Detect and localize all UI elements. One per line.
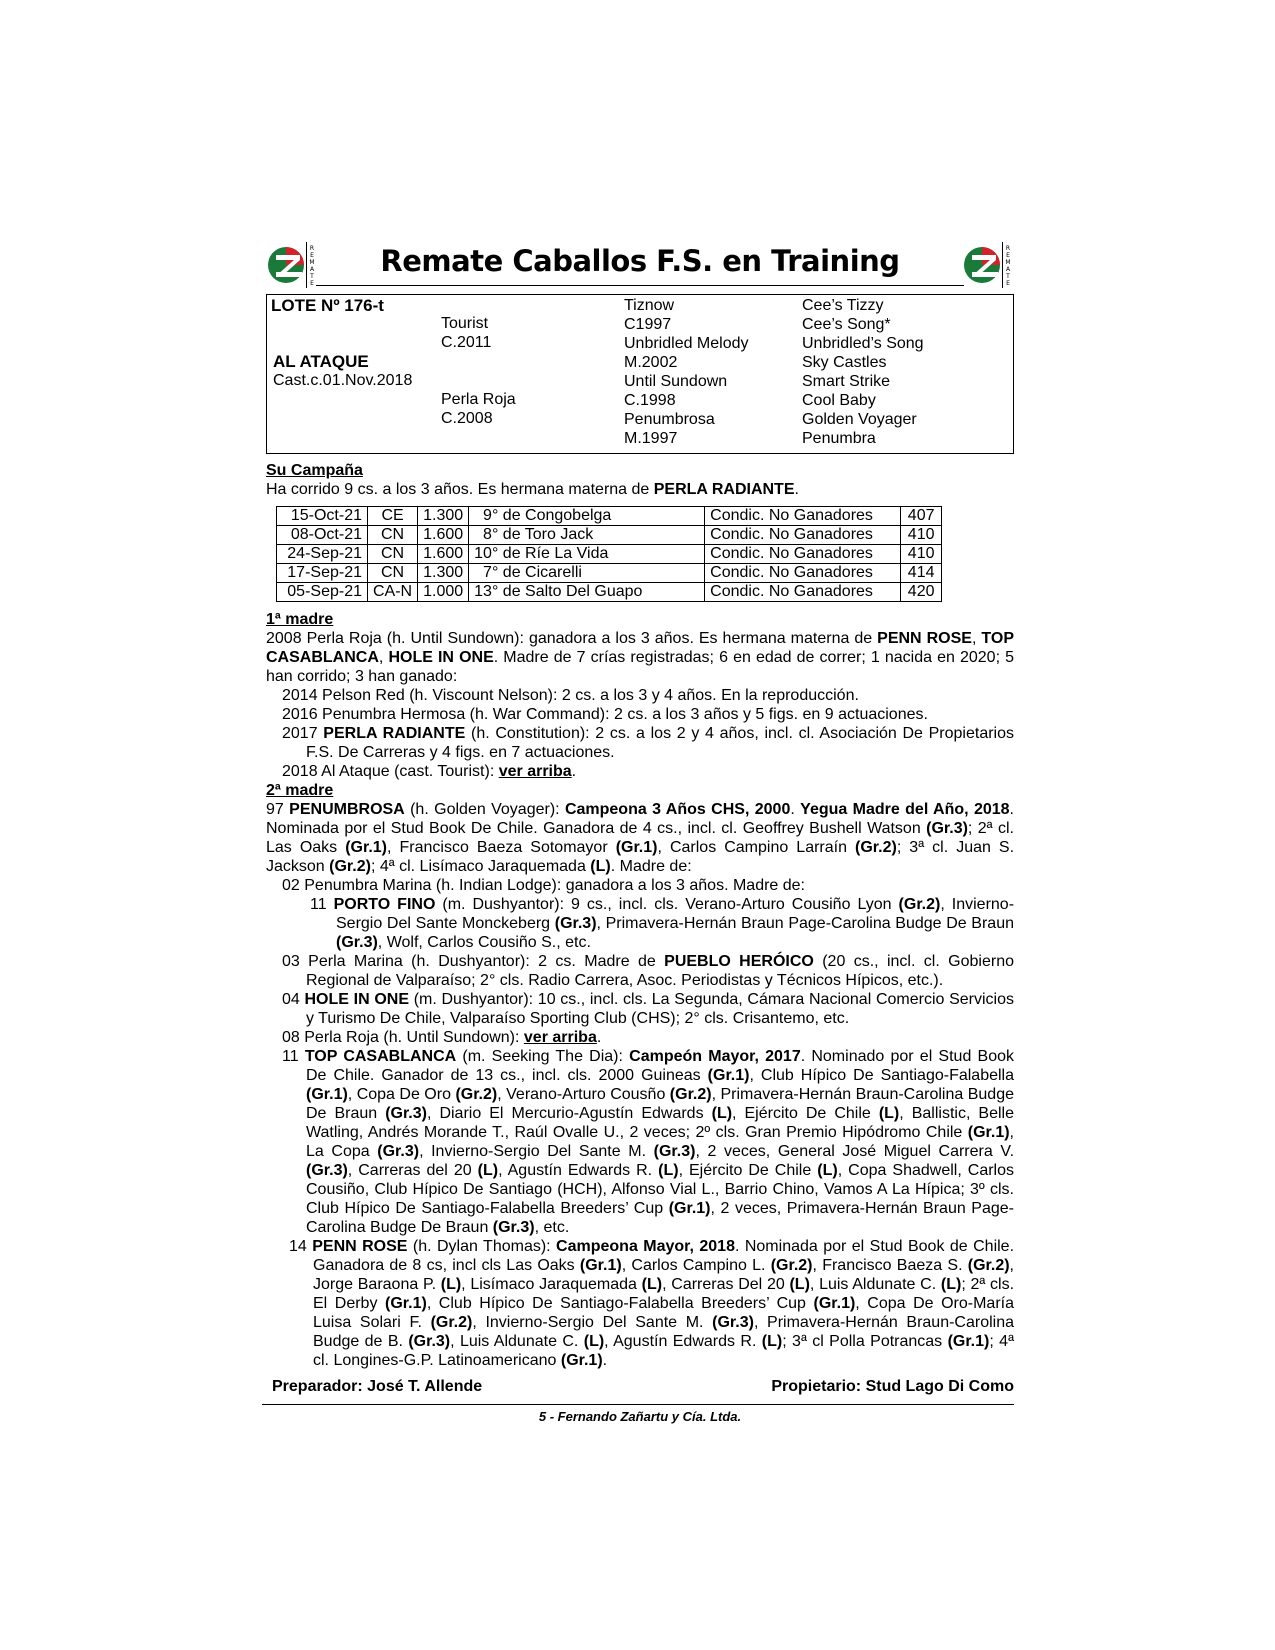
header [266, 240, 1014, 292]
offspring-item: 04 HOLE IN ONE (m. Dushyantor): 10 cs., incl. cls. La Segunda, Cámara Nacional Comercio Servicios y Turismo De Chile, Valparaíso Sporting Club (CHS); 2° cls. Crisantemo, etc. [282, 991, 1015, 1027]
offspring-item-penn-rose: 14 PENN ROSE (h. Dylan Thomas): Campeona Mayor, 2018. Nominada por el Stud Book de Chile. Ganadora de 8 cs, incl cls Las Oaks (Gr.1), Carlos Campino L. (Gr.2), Francisco Baeza S. (Gr.2), Jorge Baraona P. (L), Lisímaco Jaraquemada (L), Carreras Del 20 (L), Luis Aldunate C. (L); 2ª cls. El Derby (Gr.1), Club Hípico De Santiago-Falabella Breeders’ Cup (Gr.1), Copa De Oro-María Luisa Solari F. (Gr.2), Invierno-Sergio Del Sante M. (Gr.3), Primavera-Hernán Braun-Carolina Budge de B. (Gr.3), Luis Aldunate C. (L), Agustín Edwards R. (L); 3ª cl Polla Potrancas (Gr.1); 4ª cl. Longines-G.P. Latinoamericano (Gr.1). [289, 1238, 1015, 1369]
first-dam-paragraph: 2008 Perla Roja (h. Until Sundown): ganadora a los 3 años. Es hermana materna de PENN ROSE, TOP CASABLANCA, HOLE IN ONE. Madre de 7 crías registradas; 6 en edad de correr; 1 nacida en 2020; 5 han corrido; 3 han ganado: [266, 630, 1015, 685]
race-track: CN [368, 545, 418, 564]
race-track: CN [368, 564, 418, 583]
race-date: 17-Sep-21 [277, 564, 368, 583]
race-row [277, 583, 942, 602]
svg-text:E: E [310, 280, 314, 287]
pedigree-cell: M.2002 [624, 354, 678, 371]
offspring-item: 2018 Al Ataque (cast. Tourist): ver arriba. [282, 763, 577, 780]
pedigree-cell: Unbridled Melody [624, 335, 749, 352]
remates-logo-icon [962, 240, 1014, 290]
second-dam-paragraph: 97 PENUMBROSA (h. Golden Voyager): Campeona 3 Años CHS, 2000. Yegua Madre del Año, 2018. Nominada por el Stud Book De Chile. Ganadora de 4 cs., incl. cl. Geoffrey Bushell Watson (Gr.3); 2ª cl. Las Oaks (Gr.1), Francisco Baeza Sotomayor (Gr.1), Carlos Campino Larraín (Gr.2); 3ª cl. Juan S. Jackson (Gr.2); 4ª cl. Lisímaco Jaraquemada (L). Madre de: [266, 801, 1015, 875]
pedigree-cell: Penumbrosa [624, 411, 715, 428]
race-row [277, 526, 942, 545]
pedigree-cell: Until Sundown [624, 373, 728, 390]
pedigree-cell: Smart Strike [802, 373, 891, 390]
footer-divider [262, 1404, 1014, 1405]
dam-name: Perla Roja [441, 391, 516, 408]
header-divider [316, 285, 964, 286]
pedigree-cell: Cool Baby [802, 392, 876, 409]
svg-text:A: A [1005, 266, 1011, 273]
campaign-title: Su Campaña [266, 462, 363, 479]
svg-text:E: E [310, 252, 314, 259]
first-dam-title: 1ª madre [266, 611, 334, 628]
remates-logo-icon [266, 240, 318, 290]
race-row [277, 507, 942, 526]
race-dist: 1.600 [418, 526, 469, 545]
pedigree-cell: C1997 [624, 316, 672, 333]
owner-label: Propietario: Stud Lago Di Como [771, 1378, 1014, 1395]
race-num: 410 [901, 545, 942, 564]
pedigree-cell: Tiznow [624, 297, 675, 314]
second-dam-section [266, 781, 1014, 1370]
race-dist: 1.000 [418, 583, 469, 602]
race-num: 407 [901, 507, 942, 526]
svg-text:M: M [309, 259, 315, 266]
pedigree-box [266, 294, 1014, 454]
page-footer-note: 5 - Fernando Zañartu y Cía. Ltda. [538, 1409, 742, 1424]
offspring-item: 03 Perla Marina (h. Dushyantor): 2 cs. Madre de PUEBLO HERÓICO (20 cs., incl. cl. Gobierno Regional de Valparaíso; 2° cls. Radio Carrera, Asoc. Periodistas y Técnicos Hípicos, etc.). [282, 953, 1014, 989]
document-page [266, 240, 1014, 1424]
pedigree-cell: M.1997 [624, 430, 678, 447]
svg-text:M: M [1005, 259, 1011, 266]
race-result: 9° de Congobelga [469, 507, 705, 526]
pedigree-cell: Cee’s Song* [802, 316, 891, 333]
race-date: 08-Oct-21 [277, 526, 368, 545]
page-title: Remate Caballos F.S. en Training [380, 244, 900, 278]
race-cond: Condic. No Ganadores [705, 507, 901, 526]
offspring-item: 2017 PERLA RADIANTE (h. Constitution): 2 cs. a los 2 y 4 años, incl. cl. Asociación De Propietarios F.S. De Carreras y 4 figs. en 7 actuaciones. [282, 725, 1015, 761]
race-num: 410 [901, 526, 942, 545]
campaign-text: Ha corrido 9 cs. a los 3 años. Es hermana materna de PERLA RADIANTE. [266, 481, 799, 498]
pedigree-cell: Cee’s Tizzy [802, 297, 884, 314]
race-date: 24-Sep-21 [277, 545, 368, 564]
sire-name: Tourist [441, 315, 489, 332]
race-result: 8° de Toro Jack [469, 526, 705, 545]
race-cond: Condic. No Ganadores [705, 526, 901, 545]
first-dam-section [266, 610, 1014, 781]
offspring-item: 2016 Penumbra Hermosa (h. War Command): 2 cs. a los 3 años y 5 figs. en 9 actuaciones. [282, 706, 928, 723]
pedigree-cell: Unbridled’s Song [802, 335, 924, 352]
svg-text:A: A [309, 266, 315, 273]
race-result: 13° de Salto Del Guapo [469, 583, 705, 602]
race-dist: 1.600 [418, 545, 469, 564]
offspring-item: 2014 Pelson Red (h. Viscount Nelson): 2 cs. a los 3 y 4 años. En la reproducción. [282, 687, 859, 704]
second-dam-title: 2ª madre [266, 782, 334, 799]
offspring-item: 11 PORTO FINO (m. Dushyantor): 9 cs., incl. cls. Verano-Arturo Cousiño Lyon (Gr.2), Invierno-Sergio Del Sante Monckeberg (Gr.3), Primavera-Hernán Braun Page-Carolina Budge De Braun (Gr.3), Wolf, Carlos Cousiño S., etc. [310, 896, 1015, 951]
race-track: CA-N [368, 583, 418, 602]
offspring-item: 02 Penumbra Marina (h. Indian Lodge): ganadora a los 3 años. Madre de: [282, 877, 805, 894]
svg-text:R: R [1005, 245, 1011, 252]
offspring-item: 08 Perla Roja (h. Until Sundown): ver arriba. [282, 1029, 602, 1046]
pedigree-cell: Golden Voyager [802, 411, 917, 428]
trainer-label: Preparador: José T. Allende [272, 1378, 483, 1395]
svg-text:E: E [1006, 280, 1010, 287]
svg-text:T: T [310, 273, 314, 280]
race-cond: Condic. No Ganadores [705, 583, 901, 602]
lot-number: LOTE Nº 176-t [271, 296, 384, 315]
race-num: 414 [901, 564, 942, 583]
campaign-section [266, 461, 1014, 499]
race-num: 420 [901, 583, 942, 602]
race-row [277, 564, 942, 583]
pedigree-cell: Sky Castles [802, 354, 887, 371]
races-table [276, 506, 942, 602]
race-cond: Condic. No Ganadores [705, 564, 901, 583]
horse-name: AL ATAQUE [273, 352, 369, 371]
race-track: CN [368, 526, 418, 545]
horse-info: Cast.c.01.Nov.2018 [273, 372, 413, 389]
race-date: 15-Oct-21 [277, 507, 368, 526]
race-dist: 1.300 [418, 507, 469, 526]
race-dist: 1.300 [418, 564, 469, 583]
race-cond: Condic. No Ganadores [705, 545, 901, 564]
footer-credits [266, 1378, 1014, 1396]
pedigree-cell: Penumbra [802, 430, 876, 447]
svg-text:T: T [1006, 273, 1010, 280]
dam-year: C.2008 [441, 410, 493, 427]
race-result: 7° de Cicarelli [469, 564, 705, 583]
race-date: 05-Sep-21 [277, 583, 368, 602]
race-row [277, 545, 942, 564]
svg-text:E: E [1006, 252, 1010, 259]
svg-text:R: R [309, 245, 315, 252]
race-track: CE [368, 507, 418, 526]
sire-year: C.2011 [441, 334, 492, 351]
offspring-item-top-casablanca: 11 TOP CASABLANCA (m. Seeking The Dia): Campeón Mayor, 2017. Nominado por el Stud Book De Chile. Ganador de 13 cs., incl. cls. 2000 Guineas (Gr.1), Club Hípico De Santiago-Falabella (Gr.1), Copa De Oro (Gr.2), Verano-Arturo Cousño (Gr.2), Primavera-Hernán Braun-Carolina Budge De Braun (Gr.3), Diario El Mercurio-Agustín Edwards (L), Ejército De Chile (L), Ballistic, Belle Watling, Andrés Morande T., Raúl Ovalle U., 2 veces; 2º cls. Gran Premio Hipódromo Chile (Gr.1), La Copa (Gr.3), Invierno-Sergio Del Sante M. (Gr.3), 2 veces, General José Miguel Carrera V. (Gr.3), Carreras del 20 (L), Agustín Edwards R. (L), Ejército De Chile (L), Copa Shadwell, Carlos Cousiño, Club Hípico De Santiago (HCH), Alfonso Vial L., Barrio Chino, Vamos A La Hípica; 3º cls. Club Hípico De Santiago-Falabella Breeders’ Cup (Gr.1), 2 veces, Primavera-Hernán Braun Page-Carolina Budge De Braun (Gr.3), etc. [282, 1048, 1015, 1236]
pedigree-cell: C.1998 [624, 392, 676, 409]
race-result: 10° de Ríe La Vida [469, 545, 705, 564]
